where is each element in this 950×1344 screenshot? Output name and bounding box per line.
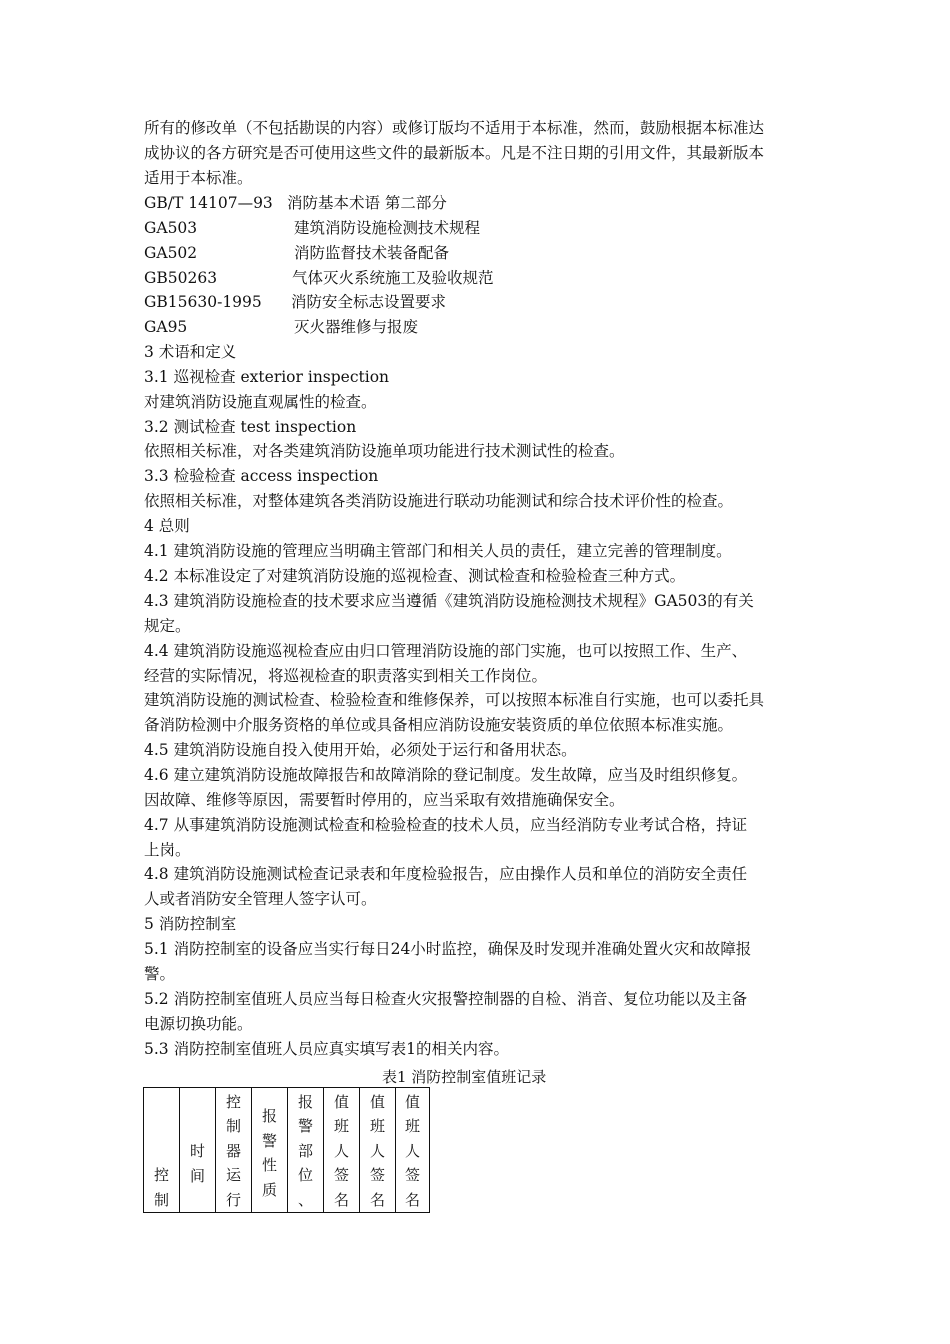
clause-line: 人或者消防安全管理人签字认可。 <box>144 890 377 908</box>
reference-code: GB50263 <box>144 269 218 287</box>
header-char: 警 <box>297 1117 313 1135</box>
table-header-label <box>324 1090 359 1213</box>
reference-title: 灭火器维修与报废 <box>294 318 419 336</box>
header-char: 器 <box>225 1141 241 1160</box>
header-char: 控 <box>225 1092 241 1111</box>
header-char: 制 <box>225 1117 241 1135</box>
clause-line: 5.2 消防控制室值班人员应当每日检查火灾报警控制器的自检、消音、复位功能以及主备 <box>144 990 748 1008</box>
intro-line: 成协议的各方研究是否可使用这些文件的最新版本。凡是不注日期的引用文件，其最新版本 <box>144 144 765 162</box>
clause-line: 警。 <box>144 965 176 983</box>
clause-line: 4.4 建筑消防设施巡视检查应由归口管理消防设施的部门实施，也可以按照工作、生产、 <box>144 642 748 660</box>
table-header-cell <box>324 1088 360 1213</box>
header-char: 名 <box>369 1190 385 1209</box>
header-char: 值 <box>404 1092 420 1111</box>
header-char: 名 <box>333 1190 349 1209</box>
header-char: 质 <box>261 1180 277 1199</box>
clause-line: 备消防检测中介服务资格的单位或具备相应消防设施安装资质的单位依照本标准实施。 <box>144 716 734 734</box>
table-header-label <box>216 1090 251 1213</box>
clause-line: 4.2 本标准设定了对建筑消防设施的巡视检查、测试检查和检验检查三种方式。 <box>144 567 686 585</box>
clause-line: 3.3 检验检查 access inspection <box>144 467 379 485</box>
header-char: 签 <box>333 1166 349 1184</box>
header-char: 报 <box>261 1107 277 1125</box>
reference-item <box>144 218 481 238</box>
table-header-row <box>144 1088 430 1213</box>
table-header-label <box>252 1104 287 1212</box>
header-char: 名 <box>404 1190 420 1209</box>
header-char: 值 <box>333 1092 349 1111</box>
reference-title: 消防基本术语 第二部分 <box>287 194 447 212</box>
clause-line: 4.3 建筑消防设施检查的技术要求应当遵循《建筑消防设施检测技术规程》GA503的有关 <box>144 592 754 610</box>
header-char: 行 <box>225 1190 241 1209</box>
header-char: 班 <box>404 1117 420 1135</box>
clause-line: 因故障、维修等原因，需要暂时停用的，应当采取有效措施确保安全。 <box>144 791 625 809</box>
header-char: 部 <box>297 1141 313 1160</box>
clause-line: 上岗。 <box>144 841 191 859</box>
header-char: 控 <box>153 1166 169 1184</box>
header-char: 间 <box>189 1166 205 1185</box>
table-caption: 表1 消防控制室值班记录 <box>382 1068 547 1086</box>
intro-line: 适用于本标准。 <box>144 169 253 187</box>
table-header-cell <box>360 1088 396 1213</box>
section-heading: 3 术语和定义 <box>144 343 237 361</box>
header-char: 人 <box>369 1141 385 1160</box>
header-char: 签 <box>404 1166 420 1184</box>
header-char: 报 <box>297 1092 313 1111</box>
header-char: 制 <box>153 1190 169 1209</box>
clause-line: 3.1 巡视检查 exterior inspection <box>144 368 390 386</box>
reference-title: 气体灭火系统施工及验收规范 <box>292 269 494 287</box>
table-header-label <box>288 1090 323 1213</box>
reference-item <box>144 292 447 312</box>
header-char: 人 <box>333 1141 349 1160</box>
header-char: 值 <box>369 1092 385 1111</box>
header-char: 班 <box>333 1117 349 1135</box>
clause-line: 依照相关标准，对各类建筑消防设施单项功能进行技术测试性的检查。 <box>144 442 625 460</box>
reference-item <box>144 268 494 288</box>
clause-line: 建筑消防设施的测试检查、检验检查和维修保养，可以按照本标准自行实施，也可以委托具 <box>144 691 765 709</box>
clause-line: 4.8 建筑消防设施测试检查记录表和年度检验报告，应由操作人员和单位的消防安全责任 <box>144 865 748 883</box>
header-char: 警 <box>261 1131 277 1150</box>
clause-line: 依照相关标准，对整体建筑各类消防设施进行联动功能测试和综合技术评价性的检查。 <box>144 492 734 510</box>
clause-line: 4.7 从事建筑消防设施测试检查和检验检查的技术人员，应当经消防专业考试合格，持证 <box>144 816 748 834</box>
duty-record-table <box>143 1087 430 1213</box>
header-char: 时 <box>189 1142 205 1160</box>
reference-item <box>144 243 450 263</box>
header-char: 性 <box>261 1156 277 1174</box>
table-header-cell <box>288 1088 324 1213</box>
header-char: 人 <box>404 1141 420 1160</box>
section-heading: 4 总则 <box>144 517 190 535</box>
reference-code: GA502 <box>144 244 198 262</box>
reference-title: 消防安全标志设置要求 <box>291 293 447 311</box>
header-char: 、 <box>297 1190 313 1209</box>
reference-code: GA503 <box>144 219 198 237</box>
table-header-cell <box>396 1088 430 1213</box>
clause-line: 4.5 建筑消防设施自投入使用开始，必须处于运行和备用状态。 <box>144 741 577 759</box>
reference-item <box>144 193 447 213</box>
clause-line: 对建筑消防设施直观属性的检查。 <box>144 393 377 411</box>
clause-line: 4.6 建立建筑消防设施故障报告和故障消除的登记制度。发生故障，应当及时组织修复。 <box>144 766 748 784</box>
header-char: 班 <box>369 1117 385 1135</box>
table-header-label <box>396 1090 429 1213</box>
clause-line: 3.2 测试检查 test inspection <box>144 418 357 436</box>
table-header-label <box>180 1139 215 1212</box>
reference-code: GB/T 14107—93 <box>144 194 273 212</box>
reference-item <box>144 317 419 337</box>
reference-title: 建筑消防设施检测技术规程 <box>294 219 481 237</box>
header-char: 运 <box>225 1166 241 1184</box>
reference-title: 消防监督技术装备配备 <box>294 244 450 262</box>
table-header-label <box>360 1090 395 1213</box>
table-header-cell <box>216 1088 252 1213</box>
clause-line: 电源切换功能。 <box>144 1015 253 1033</box>
reference-code: GB15630-1995 <box>144 293 262 311</box>
clause-line: 5.1 消防控制室的设备应当实行每日24小时监控，确保及时发现并准确处置火灾和故障报 <box>144 940 752 958</box>
table-header-cell <box>180 1088 216 1213</box>
clause-line: 规定。 <box>144 617 191 635</box>
clause-line: 经营的实际情况，将巡视检查的职责落实到相关工作岗位。 <box>144 667 548 685</box>
table-header-label <box>144 1163 179 1212</box>
clause-line: 5.3 消防控制室值班人员应真实填写表1的相关内容。 <box>144 1040 509 1058</box>
table-header-cell <box>144 1088 180 1213</box>
reference-code: GA95 <box>144 318 188 336</box>
header-char: 签 <box>369 1166 385 1184</box>
section-heading: 5 消防控制室 <box>144 915 237 933</box>
clause-line: 4.1 建筑消防设施的管理应当明确主管部门和相关人员的责任，建立完善的管理制度。 <box>144 542 732 560</box>
header-char: 位 <box>297 1166 313 1184</box>
table-header-cell <box>252 1088 288 1213</box>
intro-line: 所有的修改单（不包括勘误的内容）或修订版均不适用于本标准，然而，鼓励根据本标准达 <box>144 119 765 137</box>
